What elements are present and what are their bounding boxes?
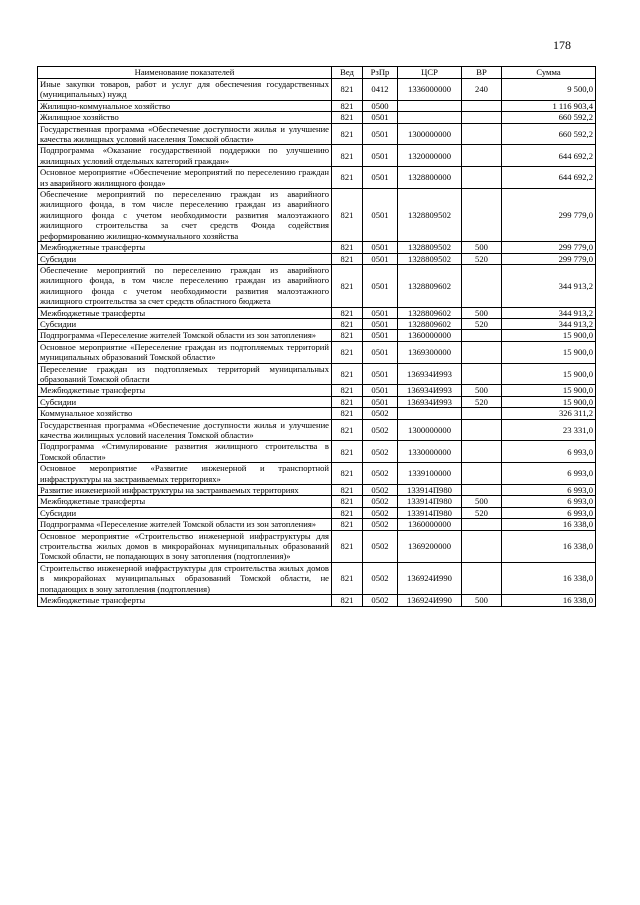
row-name: Субсидии	[38, 253, 332, 264]
row-sum: 16 338,0	[502, 530, 596, 562]
row-rzpr: 0502	[363, 562, 398, 594]
row-sum: 344 913,2	[502, 264, 596, 307]
table-row	[38, 189, 596, 242]
row-csr: 1328809602	[398, 264, 462, 307]
row-sum: 15 900,0	[502, 385, 596, 396]
row-csr: 136934И993	[398, 396, 462, 407]
table-row	[38, 79, 596, 101]
row-rzpr: 0501	[363, 167, 398, 189]
row-name: Основное мероприятие «Переселение граждан из подтопляемых территорий муниципальных образований Томской области»	[38, 341, 332, 363]
row-sum: 299 779,0	[502, 189, 596, 242]
row-sum: 16 338,0	[502, 562, 596, 594]
table-row	[38, 363, 596, 385]
row-rzpr: 0501	[363, 264, 398, 307]
row-rzpr: 0502	[363, 496, 398, 507]
row-csr: 136924И990	[398, 595, 462, 606]
row-csr	[398, 112, 462, 123]
row-ved: 821	[332, 419, 363, 441]
row-name: Жилищное хозяйство	[38, 112, 332, 123]
row-vr	[462, 562, 502, 594]
row-ved: 821	[332, 441, 363, 463]
row-ved: 821	[332, 264, 363, 307]
row-vr: 500	[462, 595, 502, 606]
row-name: Государственная программа «Обеспечение доступности жилья и улучшение качества жилищных условий населения Томской области»	[38, 123, 332, 145]
row-rzpr: 0501	[363, 112, 398, 123]
table-row	[38, 519, 596, 530]
row-csr: 1300000000	[398, 419, 462, 441]
row-rzpr: 0501	[363, 189, 398, 242]
row-vr	[462, 123, 502, 145]
row-ved: 821	[332, 242, 363, 253]
row-rzpr: 0501	[363, 253, 398, 264]
header-sum: Сумма	[502, 67, 596, 79]
row-rzpr: 0502	[363, 507, 398, 518]
table-row	[38, 507, 596, 518]
row-ved: 821	[332, 408, 363, 419]
row-rzpr: 0502	[363, 408, 398, 419]
row-rzpr: 0501	[363, 363, 398, 385]
row-vr: 500	[462, 496, 502, 507]
table-row	[38, 530, 596, 562]
row-vr: 240	[462, 79, 502, 101]
row-rzpr: 0502	[363, 419, 398, 441]
row-name: Основное мероприятие «Обеспечение мероприятий по переселению граждан из аварийного жилищного фонда»	[38, 167, 332, 189]
row-name: Субсидии	[38, 396, 332, 407]
row-ved: 821	[332, 519, 363, 530]
row-name: Развитие инженерной инфраструктуры на застраиваемых территориях	[38, 485, 332, 496]
table-row	[38, 385, 596, 396]
row-vr	[462, 330, 502, 341]
row-vr	[462, 441, 502, 463]
budget-table	[37, 66, 596, 607]
row-sum: 660 592,2	[502, 112, 596, 123]
row-sum: 15 900,0	[502, 396, 596, 407]
row-name: Субсидии	[38, 507, 332, 518]
row-rzpr: 0500	[363, 100, 398, 111]
row-vr: 520	[462, 396, 502, 407]
row-name: Субсидии	[38, 318, 332, 329]
row-ved: 821	[332, 100, 363, 111]
row-csr: 1339100000	[398, 463, 462, 485]
row-ved: 821	[332, 307, 363, 318]
row-csr: 1328809502	[398, 189, 462, 242]
table-row	[38, 318, 596, 329]
row-ved: 821	[332, 595, 363, 606]
row-ved: 821	[332, 530, 363, 562]
row-vr	[462, 519, 502, 530]
row-name: Строительство инженерной инфраструктуры для строительства жилых домов в микрорайонах муниципальных образований Томской области, не попадающих в зону затопления (подтопления)	[38, 562, 332, 594]
header-ved: Вед	[332, 67, 363, 79]
row-vr	[462, 264, 502, 307]
row-sum: 15 900,0	[502, 341, 596, 363]
row-rzpr: 0502	[363, 530, 398, 562]
table-header-row	[38, 67, 596, 79]
table-row	[38, 100, 596, 111]
row-name: Государственная программа «Обеспечение доступности жилья и улучшение качества жилищных условий населения Томской области»	[38, 419, 332, 441]
row-sum: 6 993,0	[502, 485, 596, 496]
table-row	[38, 145, 596, 167]
row-ved: 821	[332, 341, 363, 363]
row-ved: 821	[332, 189, 363, 242]
row-vr	[462, 363, 502, 385]
row-vr: 500	[462, 307, 502, 318]
row-name: Подпрограмма «Стимулирование развития жилищного строительства в Томской области»	[38, 441, 332, 463]
row-name: Межбюджетные трансферты	[38, 496, 332, 507]
table-row	[38, 264, 596, 307]
row-sum: 6 993,0	[502, 441, 596, 463]
row-csr: 133914П980	[398, 507, 462, 518]
row-ved: 821	[332, 253, 363, 264]
row-csr: 1330000000	[398, 441, 462, 463]
row-vr	[462, 341, 502, 363]
row-vr: 500	[462, 242, 502, 253]
row-sum: 344 913,2	[502, 318, 596, 329]
row-name: Коммунальное хозяйство	[38, 408, 332, 419]
table-row	[38, 595, 596, 606]
row-name: Межбюджетные трансферты	[38, 385, 332, 396]
row-vr: 520	[462, 318, 502, 329]
row-vr: 500	[462, 385, 502, 396]
row-rzpr: 0501	[363, 318, 398, 329]
row-sum: 326 311,2	[502, 408, 596, 419]
table-row	[38, 307, 596, 318]
row-name: Основное мероприятие «Развитие инженерной и транспортной инфраструктуры на застраиваемых территориях»	[38, 463, 332, 485]
row-ved: 821	[332, 485, 363, 496]
row-csr: 1328809502	[398, 253, 462, 264]
table-row	[38, 562, 596, 594]
table-row	[38, 167, 596, 189]
row-sum: 660 592,2	[502, 123, 596, 145]
row-name: Основное мероприятие «Строительство инженерной инфраструктуры для строительства жилых домов в микрорайонах муниципальных образований Томской области, не попадающих в зону затопления (подтопления)»	[38, 530, 332, 562]
row-ved: 821	[332, 318, 363, 329]
row-csr: 1360000000	[398, 519, 462, 530]
row-csr	[398, 100, 462, 111]
row-ved: 821	[332, 562, 363, 594]
row-name: Обеспечение мероприятий по переселению граждан из аварийного жилищного фонда, в том числе переселению граждан из аварийного жилищного фонда с учетом необходимости развития малоэтажного жилищного строительства за счет средств Фонда содействия реформированию жилищно-коммунального хозяйства	[38, 189, 332, 242]
row-csr: 1369200000	[398, 530, 462, 562]
row-ved: 821	[332, 145, 363, 167]
row-name: Подпрограмма «Оказание государственной поддержки по улучшению жилищных условий отдельных категорий граждан»	[38, 145, 332, 167]
row-vr	[462, 112, 502, 123]
row-csr	[398, 408, 462, 419]
row-csr: 136924И990	[398, 562, 462, 594]
row-csr: 1328800000	[398, 167, 462, 189]
row-vr	[462, 485, 502, 496]
row-name: Межбюджетные трансферты	[38, 595, 332, 606]
row-sum: 1 116 903,4	[502, 100, 596, 111]
row-vr	[462, 145, 502, 167]
row-rzpr: 0502	[363, 519, 398, 530]
row-ved: 821	[332, 112, 363, 123]
page-number: 178	[553, 38, 571, 52]
row-name: Жилищно-коммунальное хозяйство	[38, 100, 332, 111]
row-vr: 520	[462, 507, 502, 518]
row-rzpr: 0501	[363, 385, 398, 396]
row-rzpr: 0501	[363, 330, 398, 341]
row-ved: 821	[332, 79, 363, 101]
row-ved: 821	[332, 496, 363, 507]
table-row	[38, 396, 596, 407]
row-csr: 1320000000	[398, 145, 462, 167]
row-sum: 644 692,2	[502, 167, 596, 189]
row-sum: 6 993,0	[502, 507, 596, 518]
row-ved: 821	[332, 330, 363, 341]
row-rzpr: 0501	[363, 242, 398, 253]
row-csr: 1360000000	[398, 330, 462, 341]
table-row	[38, 330, 596, 341]
row-csr: 136934И993	[398, 385, 462, 396]
row-rzpr: 0501	[363, 307, 398, 318]
row-name: Межбюджетные трансферты	[38, 242, 332, 253]
row-vr	[462, 530, 502, 562]
header-csr: ЦСР	[398, 67, 462, 79]
row-sum: 23 331,0	[502, 419, 596, 441]
row-csr: 1369300000	[398, 341, 462, 363]
row-sum: 9 500,0	[502, 79, 596, 101]
row-csr: 1328809502	[398, 242, 462, 253]
row-rzpr: 0502	[363, 485, 398, 496]
row-ved: 821	[332, 463, 363, 485]
row-vr	[462, 100, 502, 111]
row-rzpr: 0502	[363, 463, 398, 485]
row-sum: 299 779,0	[502, 242, 596, 253]
row-sum: 344 913,2	[502, 307, 596, 318]
table-row	[38, 496, 596, 507]
table-row	[38, 485, 596, 496]
row-name: Межбюджетные трансферты	[38, 307, 332, 318]
row-csr: 133914П980	[398, 496, 462, 507]
row-name: Переселение граждан из подтопляемых территорий муниципальных образований Томской области	[38, 363, 332, 385]
table-row	[38, 463, 596, 485]
row-ved: 821	[332, 123, 363, 145]
header-vr: ВР	[462, 67, 502, 79]
row-rzpr: 0412	[363, 79, 398, 101]
header-rzpr: РзПр	[363, 67, 398, 79]
row-vr	[462, 408, 502, 419]
row-csr: 136934И993	[398, 363, 462, 385]
row-ved: 821	[332, 363, 363, 385]
row-rzpr: 0501	[363, 396, 398, 407]
row-vr	[462, 463, 502, 485]
table-row	[38, 253, 596, 264]
row-vr: 520	[462, 253, 502, 264]
row-csr: 1336000000	[398, 79, 462, 101]
table-row	[38, 408, 596, 419]
row-sum: 16 338,0	[502, 519, 596, 530]
row-sum: 6 993,0	[502, 496, 596, 507]
row-sum: 15 900,0	[502, 330, 596, 341]
row-sum: 15 900,0	[502, 363, 596, 385]
row-csr: 133914П980	[398, 485, 462, 496]
row-csr: 1328809602	[398, 307, 462, 318]
row-sum: 16 338,0	[502, 595, 596, 606]
table-row	[38, 112, 596, 123]
row-csr: 1328809602	[398, 318, 462, 329]
header-name: Наименование показателей	[38, 67, 332, 79]
row-name: Подпрограмма «Переселение жителей Томской области из зон затопления»	[38, 330, 332, 341]
row-name: Подпрограмма «Переселение жителей Томской области из зон затопления»	[38, 519, 332, 530]
row-vr	[462, 167, 502, 189]
row-ved: 821	[332, 507, 363, 518]
row-rzpr: 0501	[363, 123, 398, 145]
row-name: Иные закупки товаров, работ и услуг для обеспечения государственных (муниципальных) нужд	[38, 79, 332, 101]
table-row	[38, 341, 596, 363]
row-sum: 299 779,0	[502, 253, 596, 264]
row-ved: 821	[332, 167, 363, 189]
row-rzpr: 0501	[363, 145, 398, 167]
row-vr	[462, 189, 502, 242]
row-sum: 6 993,0	[502, 463, 596, 485]
table-row	[38, 419, 596, 441]
table-row	[38, 242, 596, 253]
row-sum: 644 692,2	[502, 145, 596, 167]
row-name: Обеспечение мероприятий по переселению граждан из аварийного жилищного фонда, в том числе переселению граждан из аварийного жилищного фонда с учетом необходимости развития малоэтажного жилищного строительства за счет средств областного бюджета	[38, 264, 332, 307]
row-rzpr: 0502	[363, 595, 398, 606]
row-ved: 821	[332, 396, 363, 407]
row-ved: 821	[332, 385, 363, 396]
row-rzpr: 0502	[363, 441, 398, 463]
row-rzpr: 0501	[363, 341, 398, 363]
row-csr: 1300000000	[398, 123, 462, 145]
table-row	[38, 441, 596, 463]
row-vr	[462, 419, 502, 441]
table-row	[38, 123, 596, 145]
